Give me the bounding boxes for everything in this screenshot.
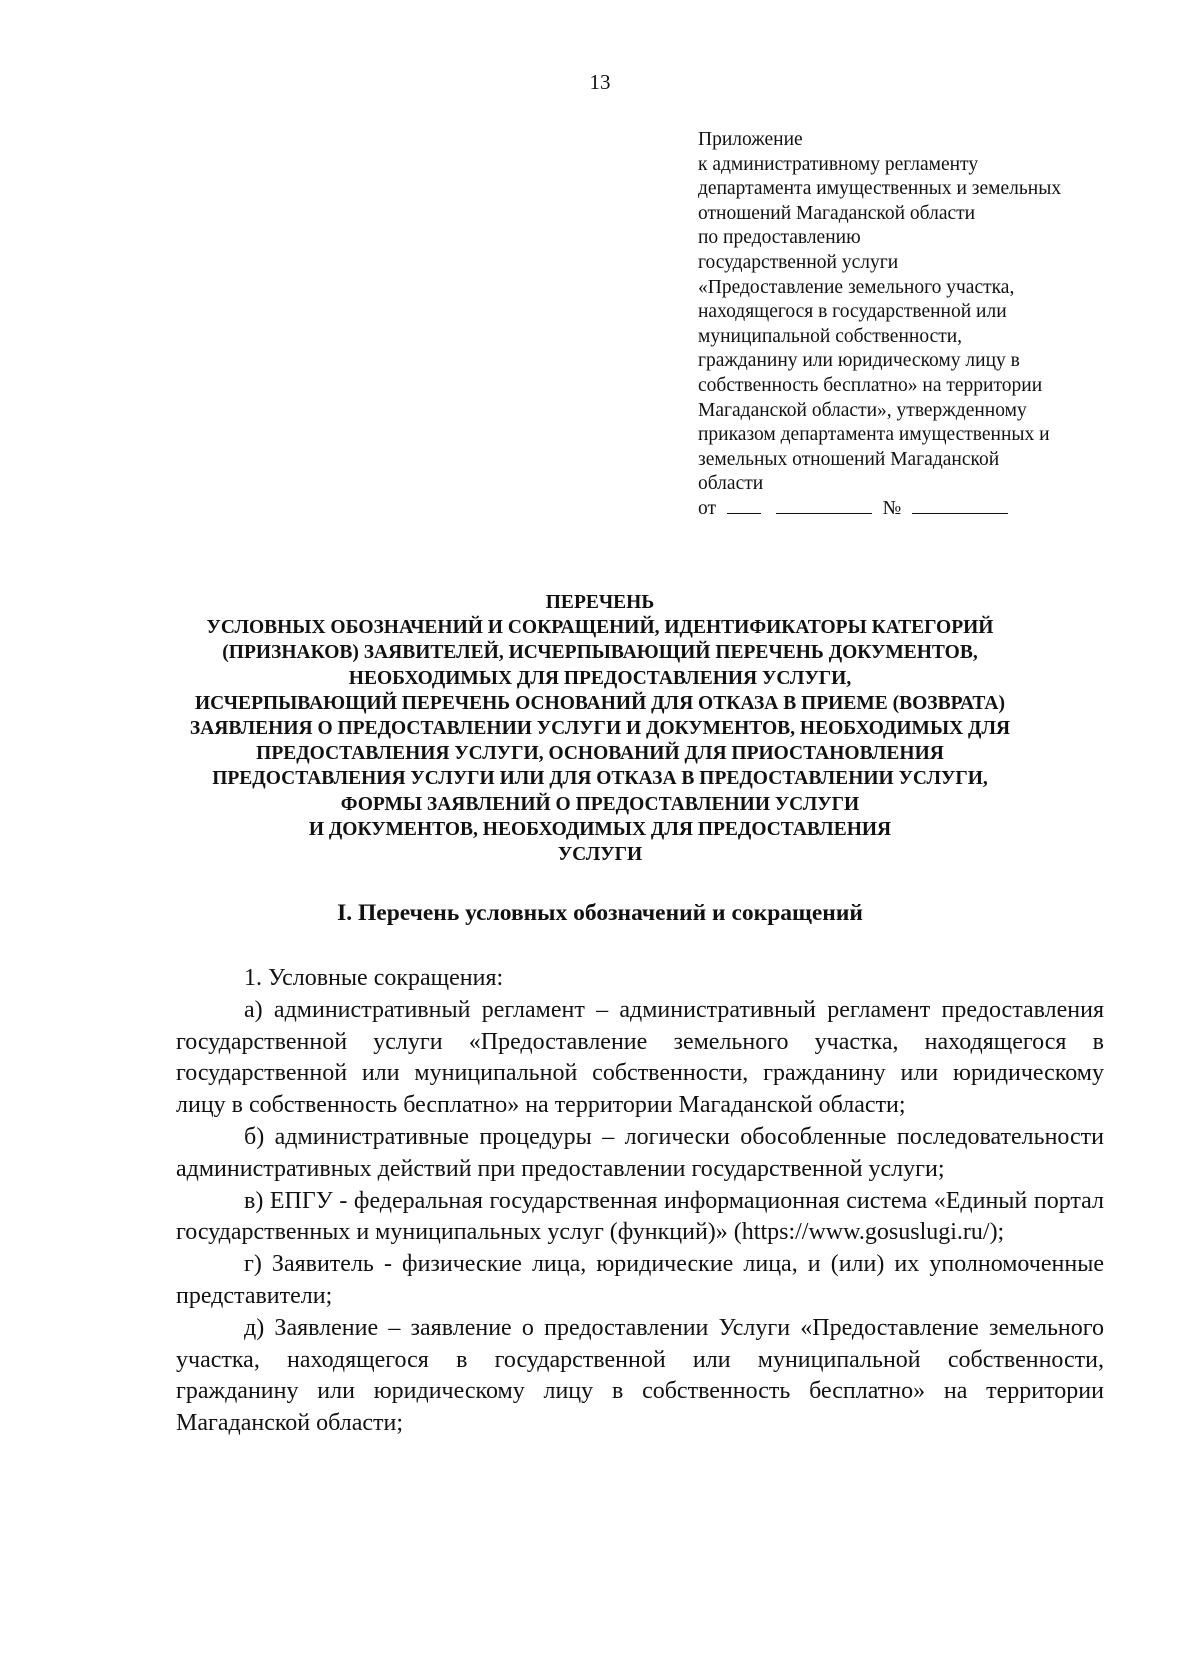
title-line: И ДОКУМЕНТОВ, НЕОБХОДИМЫХ ДЛЯ ПРЕДОСТАВЛЕНИЯ — [308, 818, 892, 840]
appendix-line: муниципальной собственности, — [698, 325, 963, 347]
day-blank — [727, 497, 761, 514]
appendix-line: по предоставлению — [698, 227, 861, 249]
title-line: ЗАЯВЛЕНИЯ О ПРЕДОСТАВЛЕНИИ УСЛУГИ И ДОКУМЕНТОВ, НЕОБХОДИМЫХ ДЛЯ — [189, 718, 1011, 740]
section-heading: I. Перечень условных обозначений и сокращений — [337, 900, 863, 926]
title-line: ПЕРЕЧЕНЬ — [545, 592, 655, 613]
appendix-block — [698, 128, 1118, 522]
definition-paragraph: г) Заявитель - физические лица, юридические лица, и (или) их уполномоченные представители; — [176, 1251, 1104, 1309]
title-line: ФОРМЫ ЗАЯВЛЕНИЙ О ПРЕДОСТАВЛЕНИИ УСЛУГИ — [340, 793, 860, 815]
title-line: НЕОБХОДИМЫХ ДЛЯ ПРЕДОСТАВЛЕНИЯ УСЛУГИ, — [348, 667, 852, 689]
appendix-line: собственность бесплатно» на территории — [698, 374, 1043, 396]
appendix-line: приказом департамента имущественных и — [698, 424, 1050, 446]
title-line: ПРЕДОСТАВЛЕНИЯ УСЛУГИ, ОСНОВАНИЙ ДЛЯ ПРИОСТАНОВЛЕНИЯ — [256, 743, 944, 765]
definition-paragraph: д) Заявление – заявление о предоставлении Услуги «Предоставление земельного участка, находящегося в государственной или муниципальной собственности, гражданину или юридическому лицу в собственность бесплатно» на территории Магаданской области; — [176, 1314, 1104, 1437]
definition-paragraph: в) ЕПГУ - федеральная государственная информационная система «Единый портал государственных и муниципальных услуг (функций)» (https://www.gosuslugi.ru/); — [176, 1187, 1104, 1246]
appendix-line: отношений Магаданской области — [698, 202, 976, 224]
appendix-date-line — [698, 497, 1118, 522]
appendix-line: департамента имущественных и земельных — [698, 178, 1062, 200]
appendix-line: к административному регламенту — [698, 153, 979, 175]
title-line: (ПРИЗНАКОВ) ЗАЯВИТЕЛЕЙ, ИСЧЕРПЫВАЮЩИЙ ПЕРЕЧЕНЬ ДОКУМЕНТОВ, — [222, 642, 978, 664]
page-number: 13 — [589, 70, 611, 94]
document-title — [150, 590, 1050, 867]
number-sign: № — [882, 497, 902, 519]
title-line: ИСЧЕРПЫВАЮЩИЙ ПЕРЕЧЕНЬ ОСНОВАНИЙ ДЛЯ ОТКАЗА В ПРИЕМЕ (ВОЗВРАТА) — [194, 692, 1005, 714]
title-line: УСЛУГИ — [557, 844, 643, 866]
appendix-line: государственной услуги — [698, 251, 899, 273]
date-prefix: от — [698, 497, 717, 519]
appendix-line: находящегося в государственной или — [698, 301, 1007, 323]
appendix-line: области — [698, 473, 764, 495]
appendix-line: Магаданской области», утвержденному — [698, 399, 1027, 421]
definition-paragraph: б) административные процедуры – логически обособленные последовательности административных действий при предоставлении государственной услуги; — [176, 1123, 1104, 1182]
appendix-line: «Предоставление земельного участка, — [698, 276, 1015, 298]
appendix-line: земельных отношений Магаданской — [698, 448, 1000, 470]
month-year-blank — [776, 497, 872, 514]
body-text — [176, 963, 1104, 1440]
definition-paragraph: а) административный регламент – административный регламент предоставления государственной услуги «Предоставление земельного участка, находящегося в государственной или муниципальной собственности, гражданину или юридическому лицу в собственность бесплатно» на территории Магаданской области; — [176, 996, 1104, 1119]
appendix-line: гражданину или юридическому лицу в — [698, 350, 1020, 372]
title-line: УСЛОВНЫХ ОБОЗНАЧЕНИЙ И СОКРАЩЕНИЙ, ИДЕНТИФИКАТОРЫ КАТЕГОРИЙ — [206, 617, 994, 639]
list-item-heading: 1. Условные сокращения: — [244, 965, 504, 991]
title-line: ПРЕДОСТАВЛЕНИЯ УСЛУГИ ИЛИ ДЛЯ ОТКАЗА В ПРЕДОСТАВЛЕНИИ УСЛУГИ, — [212, 768, 988, 790]
appendix-line: Приложение — [698, 129, 803, 150]
number-blank — [912, 497, 1008, 514]
